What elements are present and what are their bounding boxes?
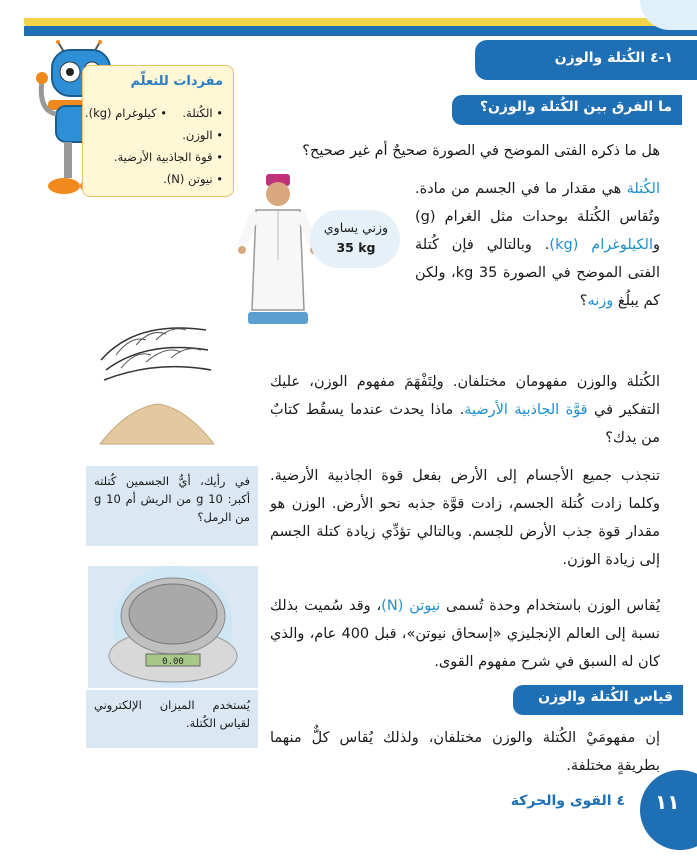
text: هي مقدار ما في الجسم من مادة. وتُقاس الكُتلة بوحدات مثل الغرام (g) و — [415, 181, 660, 253]
feathers-illustration — [96, 310, 216, 390]
section2-banner: قياس الكُتلة والوزن — [513, 685, 683, 715]
text: يُقاس الوزن باستخدام وحدة تُسمى — [440, 598, 660, 614]
section-title: ١-٤ الكُتلة والوزن — [554, 50, 673, 66]
paragraph-gravity: تنجذب جميع الأجسام إلى الأرض بفعل قوة الجاذبية الأرضية. وكلما زادت كُتلة الجسم، زادت قوَّة جذبه نحو الأرض. الوزن هو مقدار قوة جذب الأرض للجسم. وبالتالي تؤدِّي زيادة كتلة الجسم إلى زيادة الوزن. — [270, 468, 660, 568]
speech-bubble-text — [318, 218, 394, 258]
vocabulary-item: • نيوتن (N). — [163, 172, 223, 186]
text: ، وقد سُميت بذلك نسبة إلى العالم الإنجليزي «إسحاق نيوتن»، قبل 400 عام، والذي كان له السبق في شرح مفهوم القوى. — [270, 598, 660, 670]
intro-question: هل ما ذكره الفتى الموضح في الصورة صحيحٌ أم غير صحيح؟ — [302, 143, 660, 159]
term-newton: نيوتن (N) — [381, 598, 441, 614]
top-stripe-blue — [24, 26, 697, 36]
term-weight: وزنه — [587, 293, 614, 309]
bubble-line: 35 kg — [336, 240, 376, 255]
vocabulary-item: • كيلوغرام (kg). — [84, 106, 167, 120]
question-banner: ما الفرق بين الكُتلة والوزن؟ — [452, 95, 682, 125]
paragraph-measurement: إن مفهومَيْ الكُتلة والوزن مختلفان، ولذلك يُقاس كلٌّ منهما بطريقةٍ مختلفة. — [270, 730, 660, 774]
paragraph-mass-definition — [415, 175, 660, 315]
term-kilogram: الكيلوغرام (kg) — [549, 237, 653, 253]
scale-display: 0.00 — [162, 657, 184, 667]
text: الكُتلة والوزن مفهومان مختلفان. ولِتَفْهَمَ مفهوم الوزن، عليك التفكير في — [270, 374, 660, 418]
vocabulary-item: • قوة الجاذبية الأرضية. — [113, 150, 223, 164]
term-gravity: قوَّة الجاذبية الأرضية — [464, 402, 588, 418]
term-mass: الكُتلة — [626, 181, 660, 197]
text: ؟ — [579, 293, 588, 309]
sand-pile-illustration — [98, 398, 216, 448]
page-number: ١١ — [655, 790, 680, 814]
chapter-footer: ٤ القوى والحركة — [510, 793, 625, 809]
text: . ماذا يحدث عندما يسقُط كتابٌ من يدك؟ — [270, 402, 660, 446]
caption-question-feathers-sand: في رأيك، أيُّ الجسمين كُتلته أكبر: 10 g من الريش أم 10 g من الرمل؟ — [86, 466, 258, 546]
vocabulary-box — [82, 65, 234, 197]
bubble-line: وزني يساوي — [323, 220, 389, 235]
vocabulary-item: • الكُتلة. — [182, 106, 223, 120]
boy-illustration — [238, 170, 318, 330]
vocabulary-item: • الوزن. — [182, 128, 223, 142]
text: . وبالتالي فإن كُتلة الفتى الموضح في الصورة 35 kg، ولكن كم يبلُغ — [415, 237, 660, 309]
caption-electronic-scale: يُستخدم الميزان الإلكتروني لقياس الكُتلة. — [86, 690, 258, 748]
paragraph-newton — [270, 592, 660, 676]
vocabulary-title: مفردات للتعلّم — [130, 74, 223, 89]
paragraph-mass-vs-weight — [270, 368, 660, 452]
electronic-scale-image — [88, 566, 258, 688]
